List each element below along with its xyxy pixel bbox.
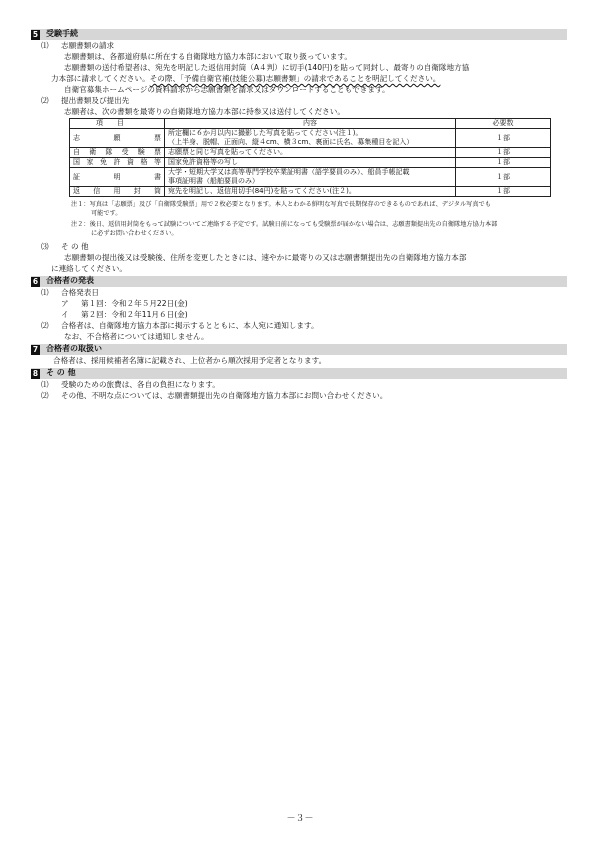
page-number: －３－ (286, 814, 314, 824)
documents-table (69, 118, 551, 197)
sec8-p1-label: ⑴ (41, 380, 49, 389)
sec7-text: 合格者は、採用候補者名簿に記載され、上位者から順次採用予定者となります。 (53, 356, 327, 365)
sec6-item-b (31, 309, 567, 320)
table-row (70, 187, 551, 197)
row-4-content (165, 168, 456, 187)
row-1-content-line-1: 所定欄に６か月以内に撮影した写真を貼ってください(注１)。 (168, 129, 363, 137)
sec5-p1-last-line: 自衛官募集ホームページの資料請求から志願書類を請求又はダウンロードすることもできます。 (64, 85, 390, 94)
sec6-p1-title: 合格発表日 (61, 288, 99, 297)
table-row (70, 168, 551, 187)
row-4-content-line-1: 大学・短期大学又は高等専門学校卒業証明書（語学要員のみ）、船員手帳記載 (168, 168, 410, 176)
sec5-p3-line-2: に連絡してください。 (51, 264, 127, 273)
section-6-header (31, 276, 567, 287)
note-1 (71, 200, 567, 218)
sec5-p2-label: ⑵ (41, 96, 49, 105)
sec5-p2-title: 提出書類及び提出先 (61, 96, 130, 105)
sec5-p1-title: 志願書類の請求 (61, 41, 115, 50)
note-2 (71, 220, 567, 238)
row-5-item: 返信用封筒 (70, 187, 165, 197)
section-8-header (31, 368, 567, 379)
sec5-p3-label: ⑶ (41, 242, 49, 251)
sec8-p2-text: その他、不明な点については、志願書類提出先の自衛隊地方協力本部にお問い合わせください。 (61, 391, 388, 400)
sec5-p2-intro: 志願者は、次の書類を最寄りの自衛隊地方協力本部に持参又は送付してください。 (64, 107, 345, 116)
section-7-header (31, 344, 567, 355)
section-6-number: 6 (32, 276, 39, 286)
section-6-title: 合格者の発表 (46, 276, 94, 286)
note-1-text-2: 可能です。 (91, 210, 122, 217)
section-7-title: 合格者の取扱い (46, 344, 102, 354)
sec6-p1-label: ⑴ (41, 288, 49, 297)
table-row (70, 148, 551, 158)
sec6-p2-line-1 (31, 320, 567, 331)
note-1-label: 注１： (71, 201, 90, 208)
sec6-item-a-label: ア (61, 299, 69, 308)
sec5-p1-line-1: 志願書類は、各都道府県に所在する自衛隊地方協力本部において取り扱っています。 (64, 52, 352, 61)
sec5-p1-label: ⑴ (41, 41, 49, 50)
sec5-p1-line-3 (31, 73, 567, 84)
sec5-p3-title: そ の 他 (61, 242, 89, 251)
note-2-text-2: に必ずお問い合わせください。 (91, 230, 178, 237)
note-2-text-1: 後日、返信用封筒をもって試験についてご連絡する予定です。試験日前になっても受験票が届かない場合は、志願書類提出先の自衛隊地方協力本部 (89, 221, 498, 228)
section-5-header (31, 29, 567, 40)
section-7-number: 7 (32, 344, 39, 354)
sec6-p2-line-2: なお、不合格者については通知しません。 (64, 332, 209, 341)
table-header-item: 項目 (70, 119, 165, 129)
sec8-p2 (31, 390, 567, 401)
row-3-item: 国家免許資格等 (70, 158, 165, 168)
sec6-item-b-label: イ (61, 310, 69, 319)
row-4-item: 証明書 (70, 168, 165, 187)
sec5-p1-line-3-text: 力本部に請求してください。 (51, 74, 150, 83)
page-content (31, 27, 567, 401)
table-header-row (70, 119, 551, 129)
sec5-p1-emphasis: その際、「予備自衛官補(技能公募)志願書類」の請求であることを明記してください。 (149, 74, 441, 83)
row-5-count: １部 (456, 187, 551, 197)
sec8-p2-label: ⑵ (41, 391, 49, 400)
sec5-p2-heading (31, 95, 567, 106)
row-5-content: 宛先を明記し、返信用切手(84円)を貼ってください(注２)。 (165, 187, 456, 197)
note-2-line-1 (71, 220, 567, 229)
row-2-count: １部 (456, 148, 551, 158)
row-1-count: １部 (456, 129, 551, 148)
section-8-number: 8 (32, 368, 39, 378)
section-8-title: そ の 他 (46, 368, 76, 378)
row-3-count: １部 (456, 158, 551, 168)
sec6-item-a (31, 298, 567, 309)
sec8-p1-text: 受験のための旅費は、各自の負担になります。 (61, 380, 220, 389)
row-2-content: 志願票と同じ写真を貼ってください。 (165, 148, 456, 158)
table-header-content: 内容 (165, 119, 456, 129)
sec6-p2-label: ⑵ (41, 321, 49, 330)
sec5-p1-heading (31, 40, 567, 51)
sec6-p2-text-1: 合格者は、自衛隊地方協力本部に掲示するとともに、本人宛に通知します。 (61, 321, 319, 330)
row-1-content (165, 129, 456, 148)
row-4-content-line-2: 事項証明書（船舶要員のみ） (168, 177, 259, 185)
note-1-line-1 (71, 200, 567, 209)
sec6-item-a-text: 第１回：令和２年５月22日(金) (81, 299, 188, 308)
table-row (70, 129, 551, 148)
sec5-p3-heading (31, 241, 567, 252)
sec5-p1-line-2: 志願書類の送付希望者は、宛先を明記した返信用封筒（A４判）に切手(140円)を貼って同封し、最寄りの自衛隊地方協 (64, 63, 470, 72)
row-1-content-line-2: （上半身、脱帽、正面向、縦４cm、横３cm、裏面に氏名、募集種目を記入） (168, 138, 414, 146)
row-2-item: 自衛隊受験票 (70, 148, 165, 158)
section-5-number: 5 (32, 29, 39, 39)
row-3-content: 国家免許資格等の写し (165, 158, 456, 168)
sec8-p1 (31, 379, 567, 390)
row-4-count: １部 (456, 168, 551, 187)
section-5-title: 受験手続 (46, 29, 78, 39)
note-2-label: 注２： (71, 221, 90, 228)
sec6-p1-heading (31, 287, 567, 298)
sec5-p3-line-1: 志願書類の提出後又は受験後、住所を変更したときには、速やかに最寄りの又は志願書類提出先の自衛隊地方協力本部 (64, 253, 467, 262)
sec6-item-b-text: 第２回：令和２年11月６日(金) (81, 310, 188, 319)
note-1-text-1: 写真は「志願票」及び「自衛隊受験票」用で２枚必要となります。本人とわかる鮮明な写真で長期保存のできるものであれば、デジタル写真でも (89, 201, 491, 208)
table-header-count: 必要数 (456, 119, 551, 129)
table-row (70, 158, 551, 168)
row-1-item: 志願票 (70, 129, 165, 148)
